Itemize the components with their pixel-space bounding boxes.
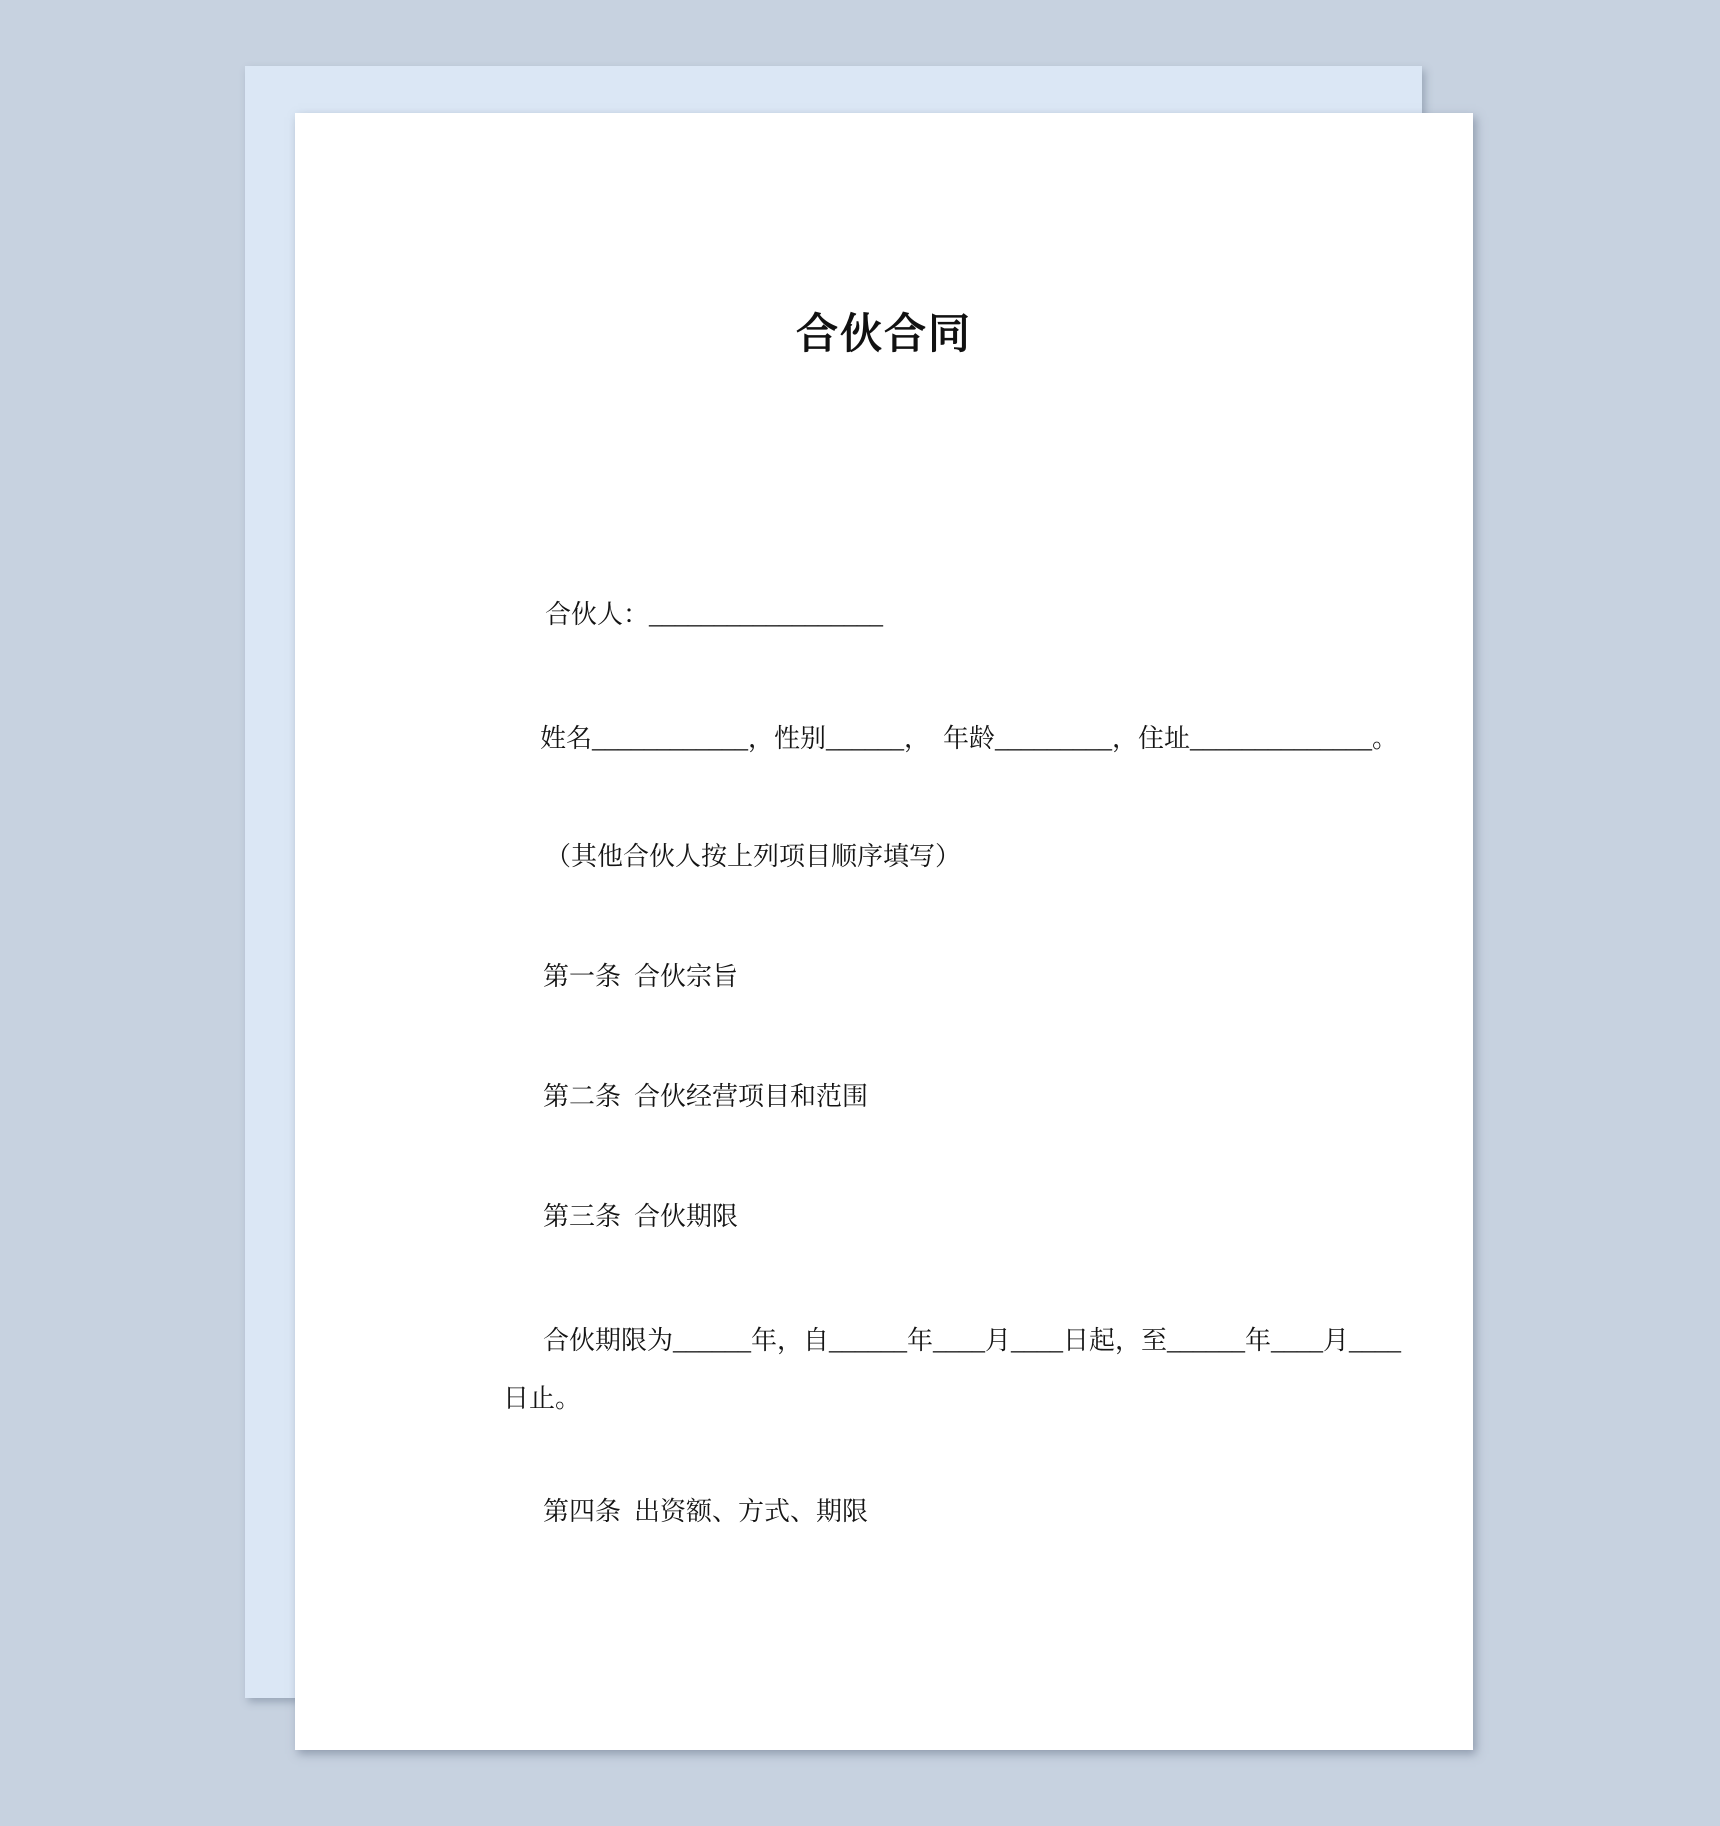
other-partners-note-line: （其他合伙人按上列项目顺序填写）: [545, 842, 962, 871]
partnership-term-line-1: 合伙期限为______年，自______年____月____日起，至______年____月____: [543, 1326, 1402, 1355]
partners-label-line: 合伙人：__________________: [545, 600, 884, 629]
article-1-purpose-heading: 第一条 合伙宗旨: [543, 962, 739, 991]
article-4-contribution-heading: 第四条 出资额、方式、期限: [543, 1497, 869, 1526]
article-3-term-heading: 第三条 合伙期限: [543, 1202, 739, 1231]
contract-title: 合伙合同: [795, 310, 972, 357]
article-2-scope-heading: 第二条 合伙经营项目和范围: [543, 1082, 869, 1111]
name-gender-age-address-line: 姓名____________，性别______， 年龄_________，住址______________。: [540, 724, 1399, 753]
contract-page: [295, 113, 1473, 1750]
partnership-term-line-2: 日止。: [503, 1384, 582, 1413]
